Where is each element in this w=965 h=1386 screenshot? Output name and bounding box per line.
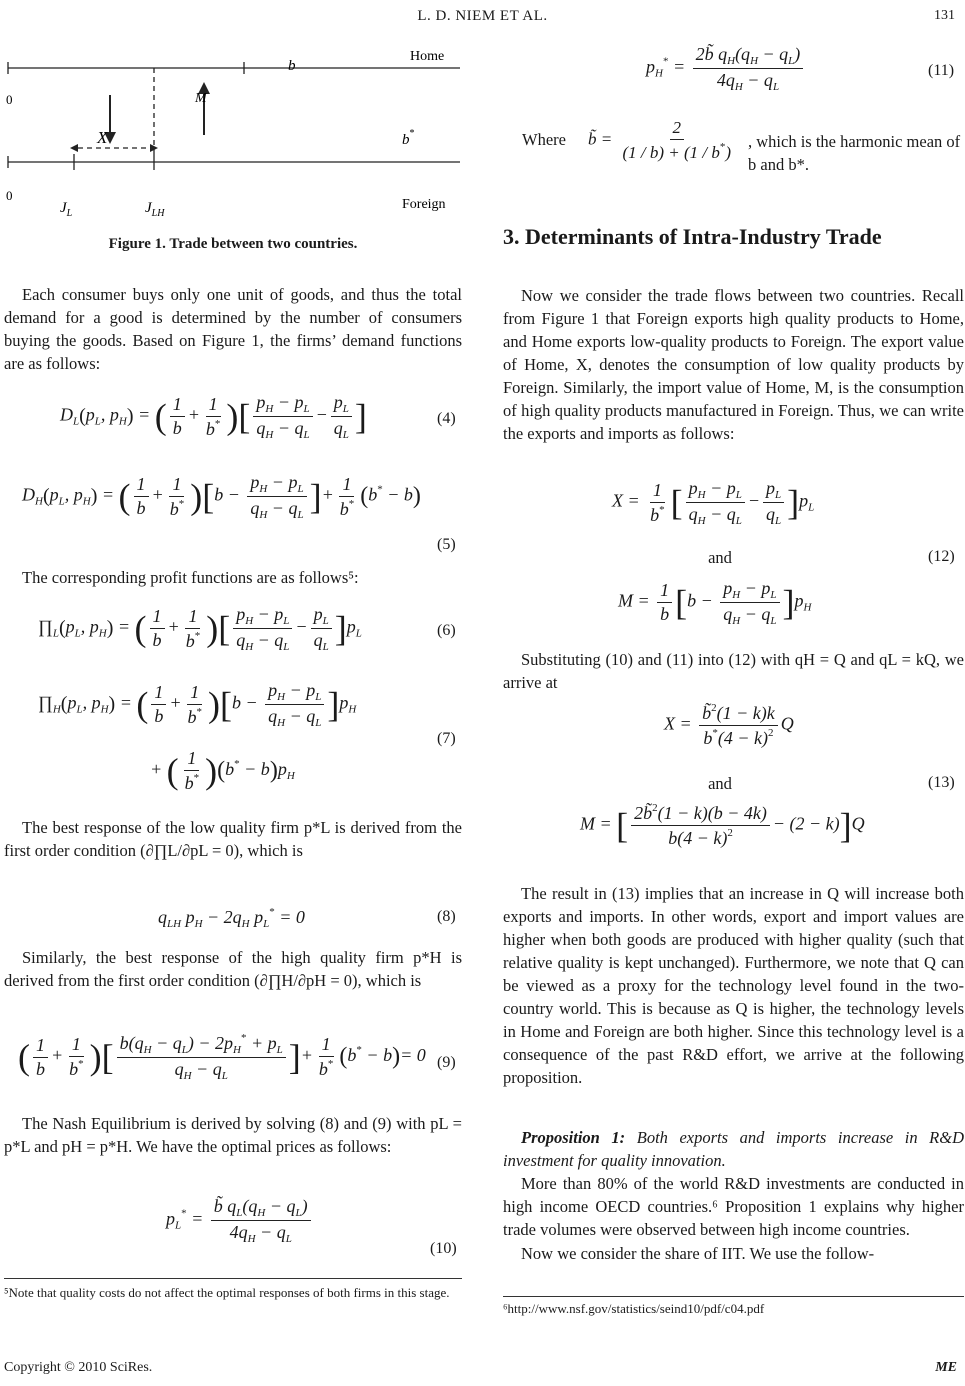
eq7-number: (7) [437, 730, 456, 747]
eq4-number: (4) [437, 410, 456, 427]
page-number: 131 [934, 8, 955, 23]
equation-11: $p_H^*$ = $\frac{2b̃ q_H(q_H - q_L)}{4q_H - q_L}$ [646, 44, 806, 93]
copyright: Copyright © 2010 SciRes. [4, 1360, 153, 1375]
eq10-number: (10) [430, 1240, 457, 1257]
harmonic-mean-equation: b̃ = $\frac{2}{(1 / b) + (1 / b^*)}$ [588, 118, 732, 162]
proposition-label: Proposition 1: [521, 1128, 626, 1147]
where-tail-text: , which is the harmonic mean of b and b*. [748, 132, 961, 174]
journal-abbrev: ME [935, 1360, 957, 1375]
zero-top-label: 0 [6, 92, 13, 107]
right-paragraph-1: Now we consider the trade flows between two countries. Recall from Figure 1 that Foreign exports high quality products to Home, and Home exports low-quality products to Foreign. The export value of Home, X, denotes the consumption of low quality products by Foreign. Similarly, the import value of Home, M, is the consumption of high quality products manufactured in Foreign. Thus, we can write the exports and imports as follows: [503, 286, 964, 443]
x-label: X [97, 128, 108, 147]
equation-13-m: M = [ $\frac{2b̃^2(1 - k)(b - 4k)}{b(4 - k)^2}$ − (2 − k)]Q [580, 802, 865, 848]
right-paragraph-5: Now we consider the share of IIT. We use the follow- [521, 1244, 875, 1263]
where-text: Where [522, 130, 566, 149]
equation-7: $\prod_H(p_L$, $p_H$) = ( $\frac{1}{b}$ + $\frac{1}{b^*}$ )[b − $\frac{p_H - p_L}{q_H - q_L}$ ]$p_H$ [38, 680, 357, 729]
section-heading: 3. Determinants of Intra-Industry Trade [503, 224, 882, 249]
home-label: Home [410, 49, 445, 64]
right-footnote-rule [503, 1296, 964, 1297]
left-paragraph-4: Similarly, the best response of the high quality firm p*H is derived from the first order condition (∂∏H/∂pH = 0), which is [4, 948, 462, 990]
eq9-number: (9) [437, 1054, 456, 1071]
eq12-number: (12) [928, 548, 955, 565]
left-footnote-rule [4, 1278, 462, 1279]
proposition-text: Both exports and imports increase in R&D investment for quality innovation. [503, 1128, 964, 1170]
trade-figure [0, 40, 470, 230]
right-paragraph-3: The result in (13) implies that an increase in Q will increase both exports and imports. In other words, export and import values are higher when both goods are produced with higher quality (such that relative quality is kept unchanged). Furthermore, we note that Q can be viewed as a proxy for the technology level found in the two-country world. This is because as Q is higher, the technology levels in Home and Foreign are both higher. Since this technology level is a consequence of the past R&D effort, we arrive at the following proposition. [503, 884, 964, 1087]
equation-4: $D_L(p_L$, $p_H$) = ( $\frac{1}{b}$ + $\frac{1}{b^*}$ )[ $\frac{p_H - p_L}{q_H - q_L}$ − $\frac{p_L}{q_L}$ ] [60, 392, 367, 441]
foreign-label: Foreign [402, 197, 446, 212]
left-paragraph-5: The Nash Equilibrium is derived by solving (8) and (9) with pL = p*L and pH = p*H. We have the optimal prices as follows: [4, 1114, 462, 1156]
jlh-label: $J_{LH}$ [145, 200, 165, 219]
equation-12-m: M = $\frac{1}{b}$ [b − $\frac{p_H - p_L}{q_H - q_L}$ ]$p_H$ [618, 578, 812, 627]
jl-label: $J_L$ [60, 200, 73, 219]
proposition-1 [503, 1126, 964, 1178]
b-star-label: b* [402, 128, 415, 148]
left-paragraph-1: Each consumer buys only one unit of goods, and thus the total demand for a good is determined by the number of consumers buying the goods. Based on Figure 1, the firms’ demand functions are as follows: [4, 285, 462, 373]
right-footnote: ⁶http://www.nsf.gov/statistics/seind10/pdf/c04.pdf [503, 1301, 765, 1316]
right-paragraph-2: Substituting (10) and (11) into (12) with qH = Q and qL = kQ, we arrive at [503, 650, 964, 692]
zero-bottom-label: 0 [6, 188, 13, 203]
m-label: M [195, 91, 207, 106]
b-label: b [288, 58, 296, 74]
equation-12-x: X = $\frac{1}{b^*}$ [ $\frac{p_H - p_L}{q_H - q_L}$ − $\frac{p_L}{q_L}$ ]$p_L$ [612, 478, 815, 527]
running-title: L. D. NIEM ET AL. [417, 8, 548, 24]
left-footnote: ⁵Note that quality costs do not affect the optimal responses of both firms in this stage. [4, 1285, 450, 1300]
figure-caption: Figure 1. Trade between two countries. [108, 236, 358, 252]
left-paragraph-2: The corresponding profit functions are as follows⁵: [22, 568, 359, 587]
eq6-number: (6) [437, 622, 456, 639]
eq8-number: (8) [437, 908, 456, 925]
equation-8: $q_{LH}$ $p_H - 2q_H$ $p_L^* = 0$ [158, 906, 305, 930]
eq5-number: (5) [437, 536, 456, 553]
equation-9: ( $\frac{1}{b}$ + $\frac{1}{b^*}$ )[ $\frac{b(q_H - q_L) - 2p_H^* + p_L}{q_H - q_L}$ ]+ $\frac{1}{b^*}$ (b* − b)= 0 [18, 1032, 426, 1082]
eq13-number: (13) [928, 774, 955, 791]
equation-7-line-2: + ( $\frac{1}{b^*}$ )$(b^* - b)p_H$ [150, 748, 295, 793]
equation-5: $D_H(p_L$, $p_H$) = ( $\frac{1}{b}$ + $\frac{1}{b^*}$ )[b − $\frac{p_H - p_L}{q_H - q_L}$ ]+ $\frac{1}{b^*}$ (b* − b) [22, 472, 421, 521]
equation-13-x: X = $\frac{b̃^2(1 - k)k}{b^*(4 - k)^2}$ Q [664, 702, 794, 748]
equation-10: $p_L^*$ = $\frac{b̃ q_L(q_H - q_L)}{4q_H - q_L}$ [166, 1196, 314, 1245]
and-text-1: and [708, 548, 732, 567]
eq11-number: (11) [928, 62, 955, 79]
left-paragraph-3: The best response of the low quality firm p*L is derived from the first order condition (∂∏L/∂pL = 0), which is [4, 818, 462, 860]
equation-6: $\prod_L(p_L$, $p_H$) = ( $\frac{1}{b}$ + $\frac{1}{b^*}$ )[ $\frac{p_H - p_L}{q_H - q_L}$ − $\frac{p_L}{q_L}$ ]$p_L$ [38, 604, 362, 653]
and-text-2: and [708, 774, 732, 793]
right-paragraph-4: More than 80% of the world R&D investments are conducted in high income OECD countries.⁶ Proposition 1 explains why higher trade volumes were observed between high income countries. [503, 1174, 964, 1239]
